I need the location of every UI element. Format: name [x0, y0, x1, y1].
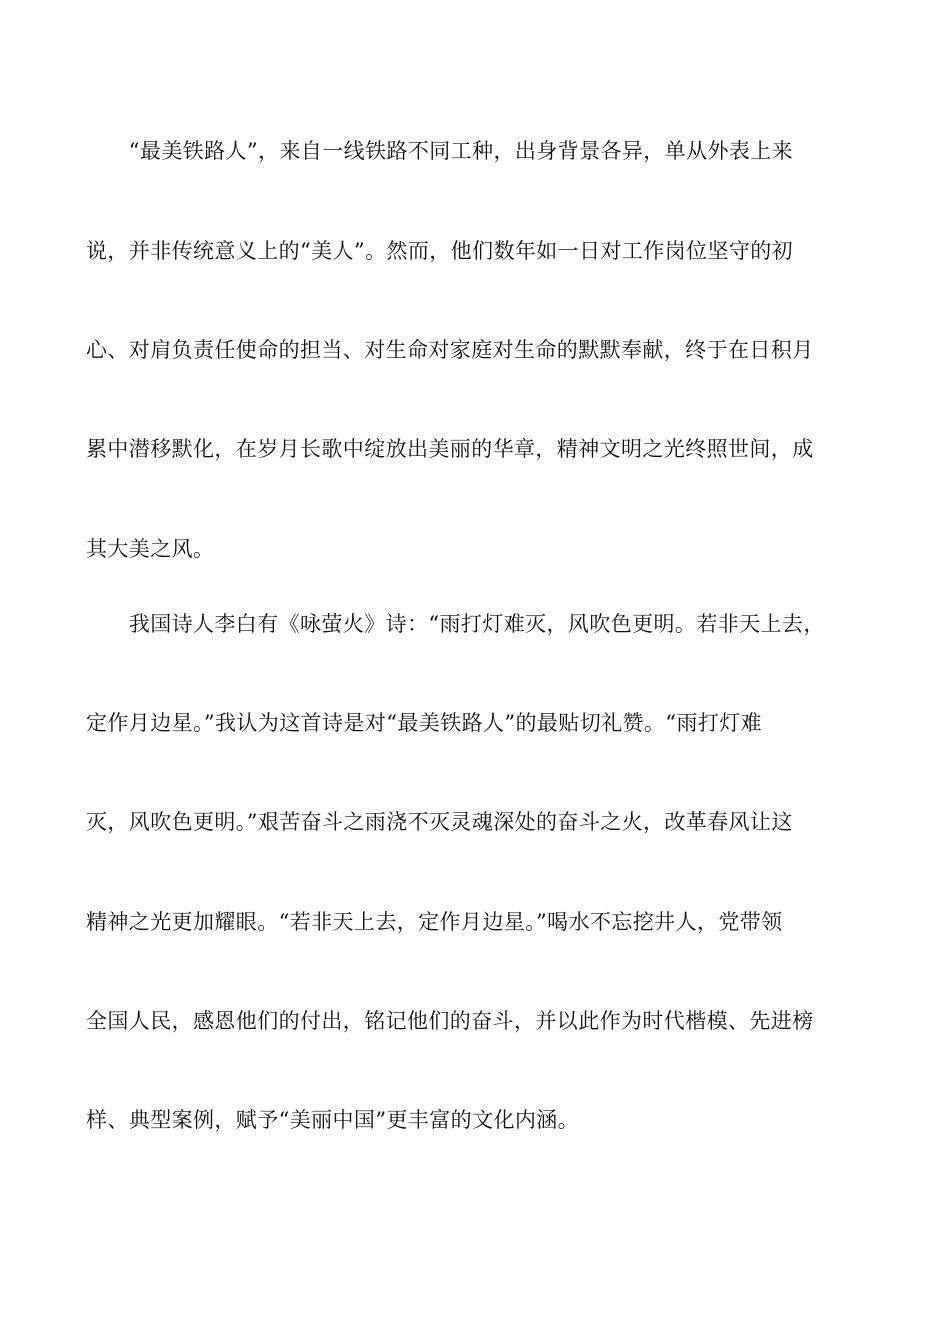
paragraph-1-line-1: “最美铁路人”，来自一线铁路不同工种，出身背景各异，单从外表上来	[86, 139, 794, 163]
paragraph-2-line-2: 定作月边星。”我认为这首诗是对“最美铁路人”的最贴切礼赞。“雨打灯难	[86, 711, 763, 735]
paragraph-2-line-5: 全国人民，感恩他们的付出，铭记他们的奋斗，并以此作为时代楷模、先进榜	[86, 1009, 814, 1033]
paragraph-1-line-4: 累中潜移默化，在岁月长歌中绽放出美丽的华章，精神文明之光终照世间，成	[86, 437, 814, 461]
paragraph-1-line-3: 心、对肩负责任使命的担当、对生命对家庭对生命的默默奉献，终于在日积月	[86, 338, 814, 362]
paragraph-2-line-1: 我国诗人李白有《咏萤火》诗：“雨打灯难灭，风吹色更明。若非天上去，	[86, 612, 825, 636]
paragraph-1-line-2: 说，并非传统意义上的“美人”。然而，他们数年如一日对工作岗位坚守的初	[86, 239, 794, 263]
paragraph-1-line-5: 其大美之风。	[86, 537, 215, 561]
paragraph-2-line-3: 灭，风吹色更明。”艰苦奋斗之雨浇不灭灵魂深处的奋斗之火，改革春风让这	[86, 810, 793, 834]
paragraph-2-line-6: 样、典型案例，赋予“美丽中国”更丰富的文化内涵。	[86, 1108, 580, 1132]
paragraph-2-line-4: 精神之光更加耀眼。“若非天上去，定作月边星。”喝水不忘挖井人，党带领	[86, 910, 783, 934]
